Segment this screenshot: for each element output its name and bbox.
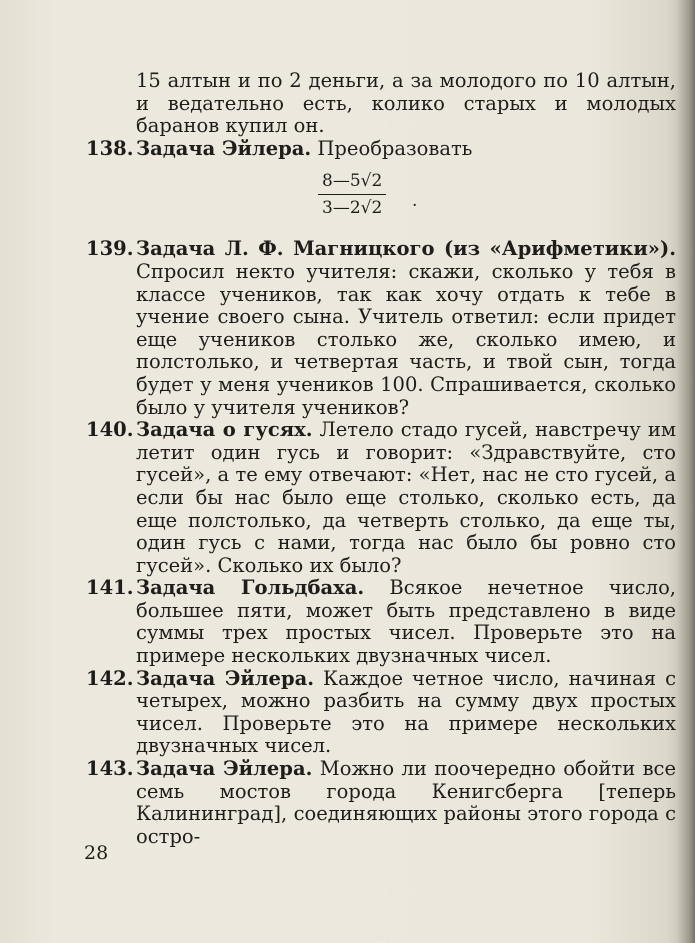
problem-body [136,238,676,419]
problem-number: 143. [86,757,134,781]
problem-title: Задача о гусях. [136,418,313,442]
problem-title: Задача Эйлера. [136,666,315,690]
problem-title: Задача Эйлера. [136,136,312,160]
problem-number: 140. [86,418,134,442]
problem-143 [86,758,676,848]
problem-number: 141. [86,576,134,600]
problem-text: Всякое нечетное число, большее пяти, может быть представлено в виде суммы трех простых чисел. Проверьте это на примере нескольких двузначных чисел. [136,576,677,668]
problem-number: 138. [86,136,134,160]
problem-text: Преобразовать [317,136,473,160]
formula-period: . [412,191,418,212]
problem-number: 142. [86,666,134,690]
page-number: 28 [84,842,109,864]
problem-text: Можно ли поочередно обойти все семь мостов города Кенигсберга [теперь Калининград], соединяющих районы этого города с остро- [136,757,677,848]
page-binding-shadow [677,0,695,943]
problem-body [136,419,676,577]
text-column [86,70,676,848]
problem-text: Каждое четное число, начиная с четырех, можно разбить на сумму двух простых чисел. Проверьте это на примере нескольких двузначных чисел. [136,666,677,758]
problem-title: Задача Эйлера. [136,757,313,781]
fraction-bar [318,194,386,195]
fraction-denominator: 3—2√2 [322,198,383,219]
problem-text: Летело стадо гусей, навстречу им летит один гусь и говорит: «Здравствуйте, сто гусей», а те ему отвечают: «Нет, нас не сто гусей, а если бы нас было еще столько, сколько есть, да еще полстолько, да четверть столько, да еще ты, один гусь с нами, тогда нас было бы ровно сто гусей». Сколько их было? [136,418,676,577]
formula-block [86,166,676,230]
problem-body [136,577,676,667]
problem-142 [86,668,676,758]
problem-body [136,758,676,848]
problem-title: Задача Л. Ф. Магницкого (из «Арифметики»). [136,237,676,261]
problem-title: Задача Гольдбаха. [136,576,365,600]
problem-number: 139. [86,237,134,261]
problem-body [136,138,676,161]
problem-141 [86,577,676,667]
problem-138 [86,138,676,161]
fraction-numerator: 8—5√2 [322,171,383,192]
intro-paragraph: 15 алтын и по 2 деньги, а за молодого по 10 алтын, и ведательно есть, колико старых и молодых баранов купил он. [136,69,676,138]
fraction [318,170,386,219]
problem-139 [86,238,676,419]
problem-text: Спросил некто учителя: скажи, сколько у тебя в классе учеников, так как хочу отдать к тебе в учение своего сына. Учитель ответил: если придет еще учеников столько же, сколько имею, и полстолько, и четвертая часть, и твой сын, тогда будет у меня учеников 100. Спрашивается, сколько было у учителя учеников? [136,259,676,419]
problem-body [136,668,676,758]
problem-140 [86,419,676,577]
